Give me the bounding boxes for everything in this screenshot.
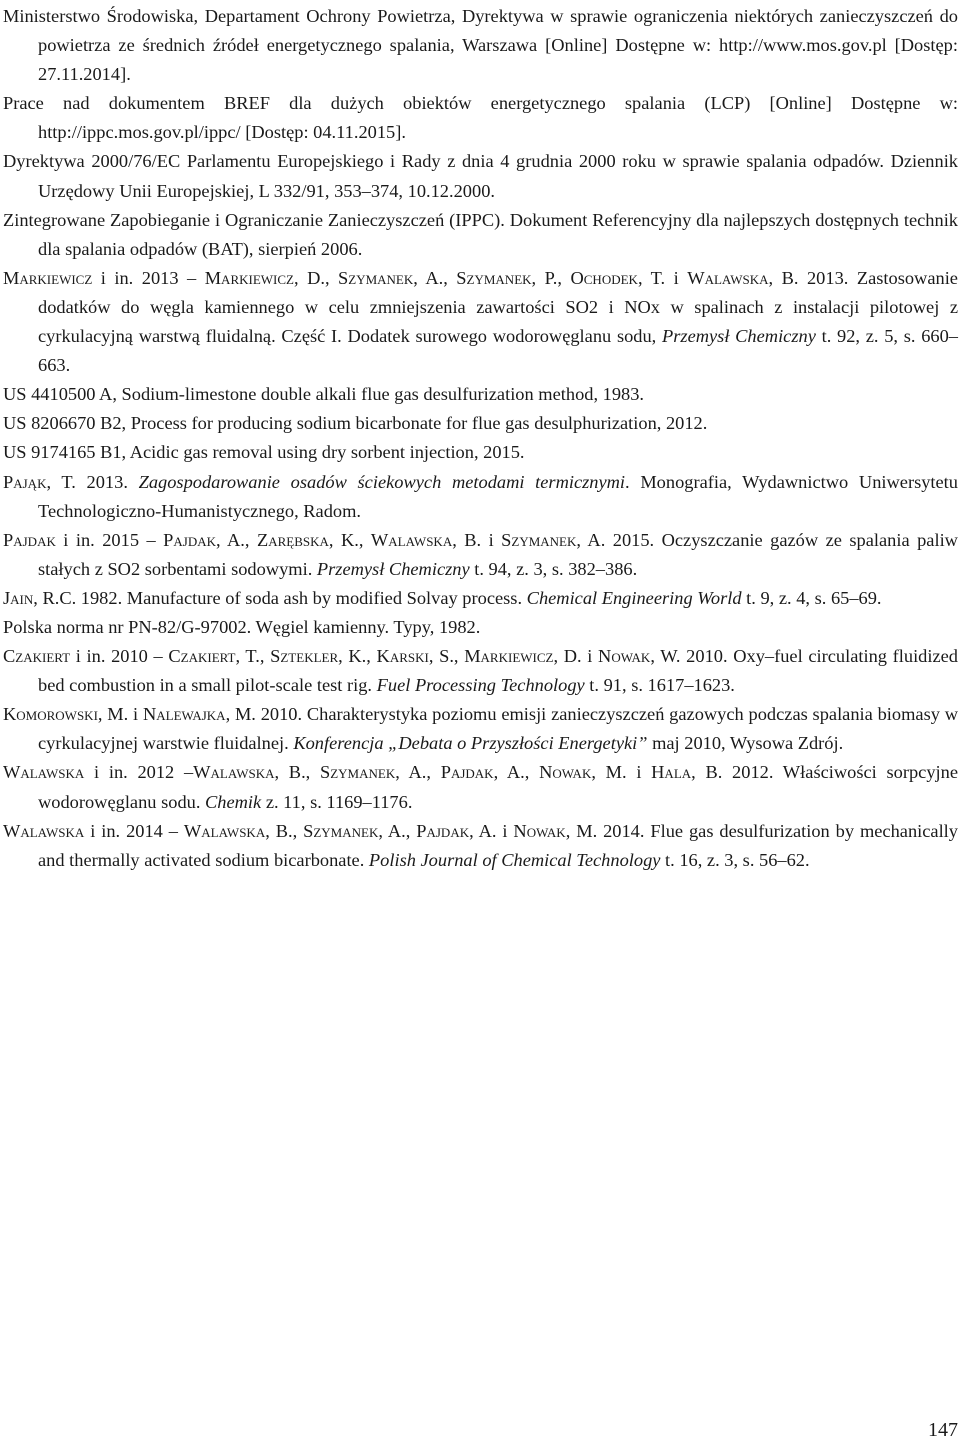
reference-text: , K., [328, 529, 371, 550]
author-name: Zarębska [256, 529, 329, 550]
reference-text: , A., [378, 820, 417, 841]
reference-entry [3, 758, 958, 816]
author-name: Walawska [687, 267, 769, 288]
author-name: Ochodek [570, 267, 638, 288]
reference-entry [3, 642, 958, 700]
reference-entry [3, 2, 958, 89]
reference-text: z. 11, s. 1169–1176. [261, 791, 413, 812]
reference-text: Dyrektywa 2000/76/EC Parlamentu Europejskiego i Rady z dnia 4 grudnia 2000 roku w sprawie spalania odpadów. Dziennik Urzędowy Unii Europejskiej, L 332/91, 353–374, 10.12.2000. [3, 151, 958, 201]
reference-text: , M. i [591, 762, 652, 783]
reference-text: Prace nad dokumentem BREF dla dużych obiektów energetycznego spalania (LCP) [Online] Dostępne w: http://ippc.mos.gov.pl/ippc/ [Dostęp: 04.11.2015]. [3, 93, 958, 143]
author-name: Pajdak [440, 762, 494, 783]
author-name: Nowak [598, 646, 651, 667]
author-name: Szymanek [303, 820, 379, 841]
reference-text: , W. 2010. Oxy–fuel circulating fluidized bed combustion in a small pilot-scale test rig. [38, 646, 958, 696]
reference-entry [3, 409, 958, 438]
author-name: Walawska [3, 762, 85, 783]
reference-text: Ministerstwo Środowiska, Departament Ochrony Powietrza, Dyrektywa w sprawie ograniczenia niektórych zanieczyszczeń do powietrza ze średnich źródeł energetycznego spalania, Warszawa [Online] Dostępne w: http://www.mos.gov.pl [Dostęp: 27.11.2014]. [3, 6, 958, 85]
reference-text: , M. i [97, 704, 143, 725]
reference-text: , R.C. 1982. Manufacture of soda ash by modified Solvay process. [33, 587, 527, 608]
publication-title: Chemik [205, 791, 262, 812]
author-name: Nowak [513, 820, 566, 841]
reference-text: , S., [428, 646, 465, 667]
reference-text: , B. 2013. Zastosowanie dodatków do węgla kamiennego w celu zmniejszenia zawartości SO2 i NOx w spalinach z instalacji pilotowej z cyrkulacyjną warstwą fluidalną. Część I. Dodatek surowego wodorowęglanu sodu, [38, 267, 958, 347]
author-name: Markiewicz [464, 646, 554, 667]
publication-title: Przemysł Chemiczny [662, 326, 816, 347]
author-name: Walawska [193, 762, 275, 783]
reference-text: , D. i [553, 646, 599, 667]
author-name: Karski [376, 646, 429, 667]
author-name: Pajdak [163, 529, 216, 550]
reference-entry [3, 264, 958, 380]
reference-text: i in. 2012 – [84, 762, 194, 783]
publication-title: Chemical Engineering World [526, 587, 742, 608]
author-name: Pająk [3, 471, 47, 492]
author-name: Hala [651, 762, 692, 783]
reference-entry [3, 468, 958, 526]
author-name: Walawska [183, 820, 266, 841]
reference-entry [3, 700, 958, 758]
reference-text: , A., [493, 762, 540, 783]
publication-title: Fuel Processing Technology [376, 675, 585, 696]
reference-text: US 8206670 B2, Process for producing sodium bicarbonate for flue gas desulphurization, 2012. [3, 413, 708, 434]
author-name: Nowak [539, 762, 592, 783]
publication-title: Zagospodarowanie osadów ściekowych metodami termicznymi [138, 471, 626, 492]
reference-text: US 4410500 A, Sodium-limestone double alkali flue gas desulfurization method, 1983. [3, 384, 645, 405]
reference-text: t. 9, z. 4, s. 65–69. [741, 587, 882, 608]
reference-text: , T. 2013. [46, 471, 139, 492]
author-name: Markiewicz [3, 267, 93, 288]
reference-text: , A., [215, 529, 257, 550]
reference-text: t. 16, z. 3, s. 56–62. [660, 849, 810, 870]
author-name: Czakiert [168, 646, 236, 667]
reference-text: maj 2010, Wysowa Zdrój. [647, 733, 844, 754]
author-name: Nalewajka [142, 704, 226, 725]
reference-text: t. 94, z. 3, s. 382–386. [469, 558, 638, 579]
reference-entry [3, 817, 958, 875]
reference-text: , B., [274, 762, 320, 783]
reference-entry [3, 438, 958, 467]
reference-entry [3, 613, 958, 642]
author-name: Czakiert [3, 646, 71, 667]
author-name: Szymanek [319, 762, 396, 783]
reference-text: t. 92, z. 5, s. 660–663. [38, 326, 958, 376]
reference-text: US 9174165 B1, Acidic gas removal using dry sorbent injection, 2015. [3, 442, 525, 463]
publication-title: Polish Journal of Chemical Technology [368, 849, 661, 870]
reference-entry [3, 584, 958, 613]
reference-text: i in. 2010 – [70, 646, 169, 667]
reference-text: , A., [413, 267, 457, 288]
reference-text: , A., [395, 762, 441, 783]
author-name: Jain [3, 587, 34, 608]
page-number: 147 [928, 1419, 958, 1441]
reference-text: , D., [293, 267, 339, 288]
reference-entry [3, 89, 958, 147]
publication-title: Konferencja „Debata o Przyszłości Energetyki” [293, 733, 648, 754]
author-name: Komorowski [3, 704, 98, 725]
author-name: Szymanek [456, 267, 532, 288]
publication-title: Przemysł Chemiczny [316, 558, 470, 579]
reference-text: i in. 2015 – [55, 529, 164, 550]
author-name: Szymanek [338, 267, 414, 288]
reference-text: i in. 2014 – [84, 820, 184, 841]
author-name: Walawska [370, 529, 453, 550]
reference-text: t. 91, s. 1617–1623. [584, 675, 735, 696]
author-name: Markiewicz [204, 267, 294, 288]
reference-entry [3, 147, 958, 205]
reference-entry [3, 206, 958, 264]
reference-text: , A. i [469, 820, 514, 841]
reference-text: , B. 2012. Właściwości sorpcyjne wodorowęglanu sodu. [38, 762, 958, 812]
author-name: Pajdak [3, 529, 56, 550]
reference-text: , M. 2010. Charakterystyka poziomu emisji zanieczyszczeń gazowych podczas spalania biomasy w cyrkulacyjnej warstwie fluidalnej. [38, 704, 958, 754]
reference-entry [3, 380, 958, 409]
reference-text: . Monografia, Wydawnictwo Uniwersytetu Technologiczno-Humanistycznego, Radom. [38, 471, 958, 521]
reference-text: , T. i [637, 267, 688, 288]
reference-text: , T., [235, 646, 271, 667]
reference-text: Zintegrowane Zapobieganie i Ograniczanie Zanieczyszczeń (IPPC). Dokument Referencyjny dla najlepszych dostępnych technik dla spalania odpadów (BAT), sierpień 2006. [3, 209, 958, 259]
reference-text: i in. 2013 – [92, 267, 205, 288]
reference-entry [3, 526, 958, 584]
reference-text: , A. 2015. Oczyszczanie gazów ze spalania paliw stałych z SO2 sorbentami sodowymi. [38, 529, 958, 579]
author-name: Pajdak [416, 820, 470, 841]
author-name: Sztekler [270, 646, 339, 667]
reference-text: , M. 2014. Flue gas desulfurization by mechanically and thermally activated sodium bicarbonate. [38, 820, 958, 870]
reference-text: , B. i [452, 529, 502, 550]
reference-text: Polska norma nr PN-82/G-97002. Węgiel kamienny. Typy, 1982. [3, 616, 481, 637]
reference-text: , B., [265, 820, 304, 841]
author-name: Szymanek [501, 529, 577, 550]
reference-list [3, 2, 958, 875]
author-name: Walawska [3, 820, 85, 841]
reference-text: , P., [531, 267, 571, 288]
reference-text: , K., [338, 646, 377, 667]
